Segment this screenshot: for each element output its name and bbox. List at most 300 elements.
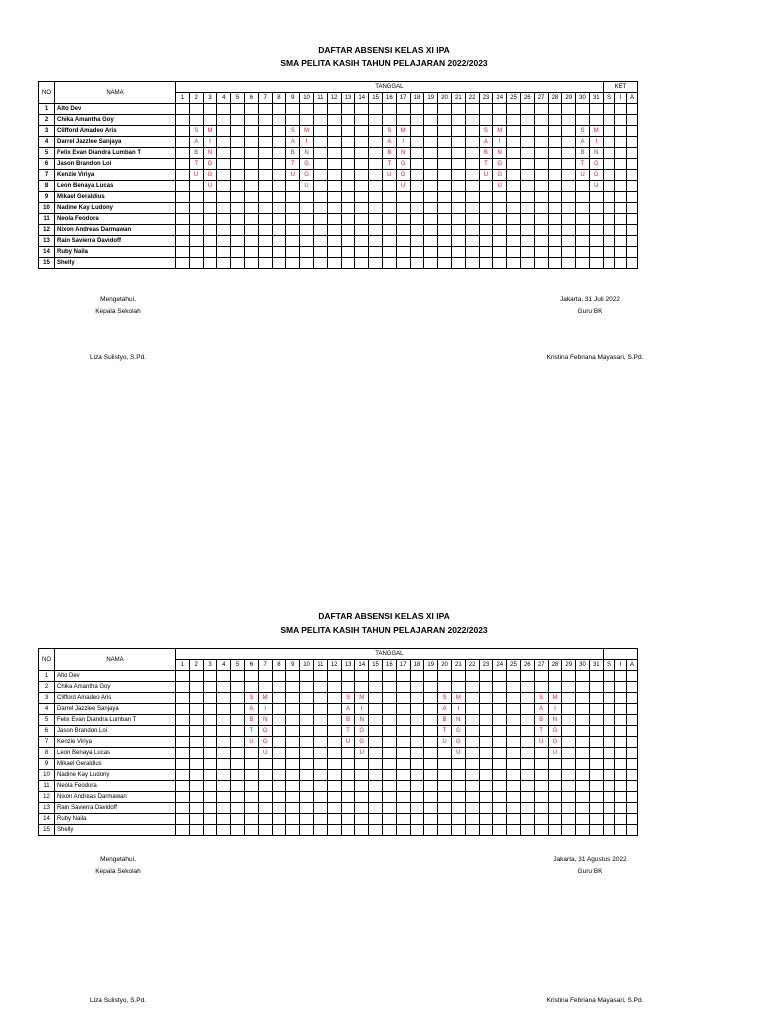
attendance-cell [479,181,493,192]
attendance-cell [534,682,548,693]
attendance-cell [520,104,534,115]
attendance-cell [562,159,576,170]
attendance-cell [313,104,327,115]
attendance-cell [300,759,314,770]
day-header: 15 [369,660,383,671]
attendance-cell [451,159,465,170]
attendance-cell [520,682,534,693]
attendance-cell [520,148,534,159]
attendance-cell [465,137,479,148]
day-header: 10 [300,93,314,104]
attendance-cell [534,770,548,781]
attendance-cell [562,814,576,825]
student-no: 13 [39,236,55,247]
table-row [39,715,638,726]
attendance-cell [272,247,286,258]
attendance-cell [327,214,341,225]
attendance-cell [258,137,272,148]
ket-cell [626,170,638,181]
attendance-cell [589,748,603,759]
attendance-cell [493,671,507,682]
attendance-cell [189,814,203,825]
attendance-cell [520,748,534,759]
sheet-subtitle: SMA PELITA KASIH TAHUN PELAJARAN 2022/2023 [280,625,488,635]
day-header: 12 [327,660,341,671]
attendance-cell [438,781,452,792]
ket-cell [615,792,627,803]
attendance-cell [272,104,286,115]
attendance-cell [231,737,245,748]
attendance-cell [203,770,217,781]
attendance-cell [410,770,424,781]
header-row [39,649,638,660]
attendance-cell [410,126,424,137]
attendance-cell [562,247,576,258]
table-row [39,181,638,192]
attendance-cell [341,214,355,225]
attendance-cell [589,814,603,825]
attendance-cell [548,159,562,170]
holiday-mark: I [548,704,562,715]
attendance-cell [300,214,314,225]
sign-right-line1: Jakarta, 31 Juli 2022 [560,296,620,303]
attendance-cell [534,803,548,814]
attendance-cell [507,671,521,682]
attendance-cell [300,225,314,236]
attendance-cell [451,803,465,814]
attendance-cell [258,236,272,247]
attendance-cell [507,803,521,814]
attendance-cell [548,214,562,225]
attendance-cell [327,781,341,792]
sign-right-name: Kristina Febriana Mayasari, S.Pd. [546,354,644,361]
day-header: 29 [562,93,576,104]
attendance-cell [327,693,341,704]
holiday-mark: I [589,137,603,148]
attendance-cell [507,825,521,836]
attendance-cell [520,236,534,247]
ket-cell [603,170,615,181]
ket-cell [603,115,615,126]
attendance-cell [424,671,438,682]
holiday-mark: S [286,126,300,137]
attendance-cell [410,247,424,258]
student-no: 8 [39,748,55,759]
ket-cell [615,159,627,170]
holiday-mark: T [576,159,590,170]
attendance-cell [465,115,479,126]
attendance-cell [272,814,286,825]
attendance-cell [313,126,327,137]
attendance-cell [203,236,217,247]
attendance-cell [507,159,521,170]
day-header: 5 [231,660,245,671]
attendance-cell [520,781,534,792]
holiday-mark: G [451,726,465,737]
attendance-cell [176,170,190,181]
attendance-cell [176,781,190,792]
student-no: 14 [39,247,55,258]
attendance-cell [589,792,603,803]
attendance-cell [534,781,548,792]
attendance-cell [465,126,479,137]
attendance-cell [341,225,355,236]
table-row [39,726,638,737]
attendance-cell [493,825,507,836]
attendance-cell [258,203,272,214]
ket-cell [615,126,627,137]
attendance-cell [341,814,355,825]
attendance-cell [231,715,245,726]
attendance-cell [507,236,521,247]
attendance-cell [231,192,245,203]
attendance-cell [382,715,396,726]
attendance-cell [548,825,562,836]
attendance-cell [424,814,438,825]
holiday-mark: T [341,726,355,737]
table-row [39,704,638,715]
attendance-cell [534,759,548,770]
attendance-cell [424,192,438,203]
ket-cell [603,126,615,137]
student-name: Nixon Andreas Darmawan [55,792,176,803]
attendance-cell [493,258,507,269]
attendance-cell [355,170,369,181]
day-header: 27 [534,660,548,671]
attendance-cell [355,825,369,836]
student-name: Ruby Naila [55,814,176,825]
table-row [39,814,638,825]
student-name: Felix Evan Diandra Lumban T [55,715,176,726]
day-header: 22 [465,660,479,671]
attendance-cell [369,181,383,192]
attendance-cell [217,792,231,803]
attendance-cell [300,671,314,682]
attendance-cell [493,236,507,247]
ket-cell [626,726,638,737]
attendance-cell [217,682,231,693]
attendance-cell [300,792,314,803]
day-header: 30 [576,93,590,104]
attendance-cell [189,225,203,236]
ket-cell [603,803,615,814]
attendance-cell [410,704,424,715]
ket-cell [603,671,615,682]
attendance-cell [424,704,438,715]
sign-left-line2: Kepala Sekolah [95,308,141,315]
attendance-cell [479,825,493,836]
table-row [39,225,638,236]
attendance-cell [424,148,438,159]
attendance-cell [300,704,314,715]
holiday-mark: G [300,159,314,170]
attendance-cell [272,192,286,203]
attendance-cell [562,792,576,803]
attendance-cell [244,803,258,814]
attendance-cell [396,225,410,236]
ket-cell [603,192,615,203]
attendance-cell [410,737,424,748]
ket-cell [615,181,627,192]
attendance-cell [300,258,314,269]
holiday-mark: U [382,170,396,181]
header-ket [603,649,638,660]
attendance-cell [327,225,341,236]
student-name: Kenzie Viriya [55,737,176,748]
attendance-cell [465,803,479,814]
attendance-cell [576,236,590,247]
attendance-cell [231,671,245,682]
attendance-cell [355,792,369,803]
attendance-cell [355,803,369,814]
attendance-cell [451,104,465,115]
attendance-cell [396,214,410,225]
attendance-cell [396,104,410,115]
day-header: 11 [313,660,327,671]
attendance-cell [396,236,410,247]
attendance-cell [479,682,493,693]
day-header: 6 [244,660,258,671]
table-row [39,170,638,181]
holiday-mark: S [189,126,203,137]
attendance-cell [520,159,534,170]
attendance-cell [382,704,396,715]
day-header: 11 [313,93,327,104]
holiday-mark: N [548,715,562,726]
ket-cell [615,203,627,214]
attendance-cell [231,704,245,715]
attendance-cell [300,726,314,737]
attendance-cell [272,159,286,170]
attendance-cell [465,737,479,748]
attendance-cell [176,770,190,781]
ket-cell [603,148,615,159]
day-header: 26 [520,660,534,671]
holiday-mark: I [493,137,507,148]
attendance-cell [272,770,286,781]
holiday-mark: U [300,181,314,192]
attendance-cell [369,814,383,825]
attendance-cell [258,247,272,258]
attendance-cell [589,214,603,225]
holiday-mark: G [451,737,465,748]
attendance-cell [272,781,286,792]
attendance-cell [410,715,424,726]
attendance-cell [300,781,314,792]
attendance-cell [424,115,438,126]
attendance-cell [520,137,534,148]
attendance-cell [451,814,465,825]
ket-cell [615,715,627,726]
attendance-cell [589,704,603,715]
attendance-cell [355,225,369,236]
attendance-cell [258,825,272,836]
table-row [39,770,638,781]
attendance-cell [507,737,521,748]
attendance-cell [203,737,217,748]
attendance-cell [396,814,410,825]
student-no: 1 [39,104,55,115]
table-row [39,236,638,247]
attendance-cell [327,104,341,115]
attendance-cell [576,181,590,192]
table-row [39,825,638,836]
attendance-cell [382,726,396,737]
attendance-cell [189,236,203,247]
attendance-cell [231,104,245,115]
holiday-mark: S [382,126,396,137]
attendance-cell [300,814,314,825]
attendance-cell [272,170,286,181]
attendance-cell [465,770,479,781]
table-row [39,759,638,770]
attendance-cell [589,693,603,704]
attendance-cell [451,825,465,836]
attendance-cell [589,770,603,781]
holiday-mark: G [493,159,507,170]
attendance-cell [258,192,272,203]
table-row [39,258,638,269]
attendance-cell [465,159,479,170]
holiday-mark: U [244,737,258,748]
attendance-cell [327,825,341,836]
attendance-cell [355,682,369,693]
attendance-cell [313,170,327,181]
day-header: 21 [451,93,465,104]
attendance-cell [382,682,396,693]
attendance-cell [244,214,258,225]
attendance-cell [507,137,521,148]
ket-cell [626,759,638,770]
attendance-cell [341,236,355,247]
day-header: 19 [424,660,438,671]
holiday-mark: M [300,126,314,137]
attendance-cell [382,115,396,126]
attendance-cell [507,115,521,126]
attendance-cell [355,203,369,214]
attendance-cell [410,225,424,236]
attendance-cell [576,726,590,737]
attendance-cell [203,715,217,726]
table-row [39,192,638,203]
attendance-cell [327,726,341,737]
student-no: 11 [39,214,55,225]
attendance-cell [244,203,258,214]
attendance-cell [189,759,203,770]
attendance-cell [300,737,314,748]
attendance-cell [451,115,465,126]
sign-right-line2: Guru BK [577,308,603,315]
attendance-cell [203,759,217,770]
attendance-cell [451,770,465,781]
attendance-cell [451,236,465,247]
day-header: 6 [244,93,258,104]
student-name: Rain Savierra Davidoff [55,236,176,247]
attendance-cell [589,225,603,236]
attendance-cell [589,671,603,682]
attendance-cell [451,148,465,159]
attendance-cell [300,192,314,203]
attendance-cell [258,803,272,814]
attendance-cell [465,759,479,770]
student-no: 2 [39,115,55,126]
attendance-cell [189,115,203,126]
day-header: 24 [493,93,507,104]
attendance-cell [534,137,548,148]
sign-left-line1: Mengetahui, [100,856,136,863]
attendance-cell [286,225,300,236]
attendance-cell [438,137,452,148]
attendance-cell [327,192,341,203]
holiday-mark: B [341,715,355,726]
attendance-cell [562,137,576,148]
attendance-cell [534,126,548,137]
ket-cell [626,781,638,792]
attendance-cell [258,258,272,269]
attendance-cell [300,247,314,258]
holiday-mark: B [479,148,493,159]
attendance-cell [176,236,190,247]
attendance-cell [244,181,258,192]
attendance-cell [507,170,521,181]
attendance-cell [244,137,258,148]
attendance-cell [493,792,507,803]
ket-cell [626,770,638,781]
attendance-cell [286,247,300,258]
holiday-mark: A [189,137,203,148]
attendance-cell [231,682,245,693]
day-header: 20 [438,93,452,104]
student-name: Jason Brandon Loi [55,159,176,170]
attendance-cell [313,192,327,203]
sheet-subtitle: SMA PELITA KASIH TAHUN PELAJARAN 2022/2023 [280,58,488,68]
attendance-cell [231,170,245,181]
attendance-cell [548,181,562,192]
attendance-cell [231,781,245,792]
attendance-cell [424,170,438,181]
attendance-cell [217,214,231,225]
student-no: 14 [39,814,55,825]
holiday-mark: B [286,148,300,159]
attendance-cell [493,225,507,236]
attendance-cell [589,781,603,792]
sign-right-line1: Jakarta, 31 Agustus 2022 [553,856,627,863]
attendance-cell [313,770,327,781]
attendance-cell [369,148,383,159]
ket-cell [603,159,615,170]
attendance-cell [244,126,258,137]
ket-cell [615,104,627,115]
ket-cell [615,825,627,836]
ket-cell [615,682,627,693]
attendance-cell [286,214,300,225]
holiday-mark: T [189,159,203,170]
attendance-cell [562,704,576,715]
table-row [39,781,638,792]
attendance-cell [479,748,493,759]
attendance-cell [231,115,245,126]
attendance-cell [244,236,258,247]
attendance-cell [576,814,590,825]
holiday-mark: A [286,137,300,148]
student-name: Darrel Jazzlee Sanjaya [55,137,176,148]
attendance-cell [562,115,576,126]
attendance-cell [244,825,258,836]
attendance-cell [548,682,562,693]
holiday-mark: U [576,170,590,181]
ket-cell [603,258,615,269]
attendance-cell [189,792,203,803]
